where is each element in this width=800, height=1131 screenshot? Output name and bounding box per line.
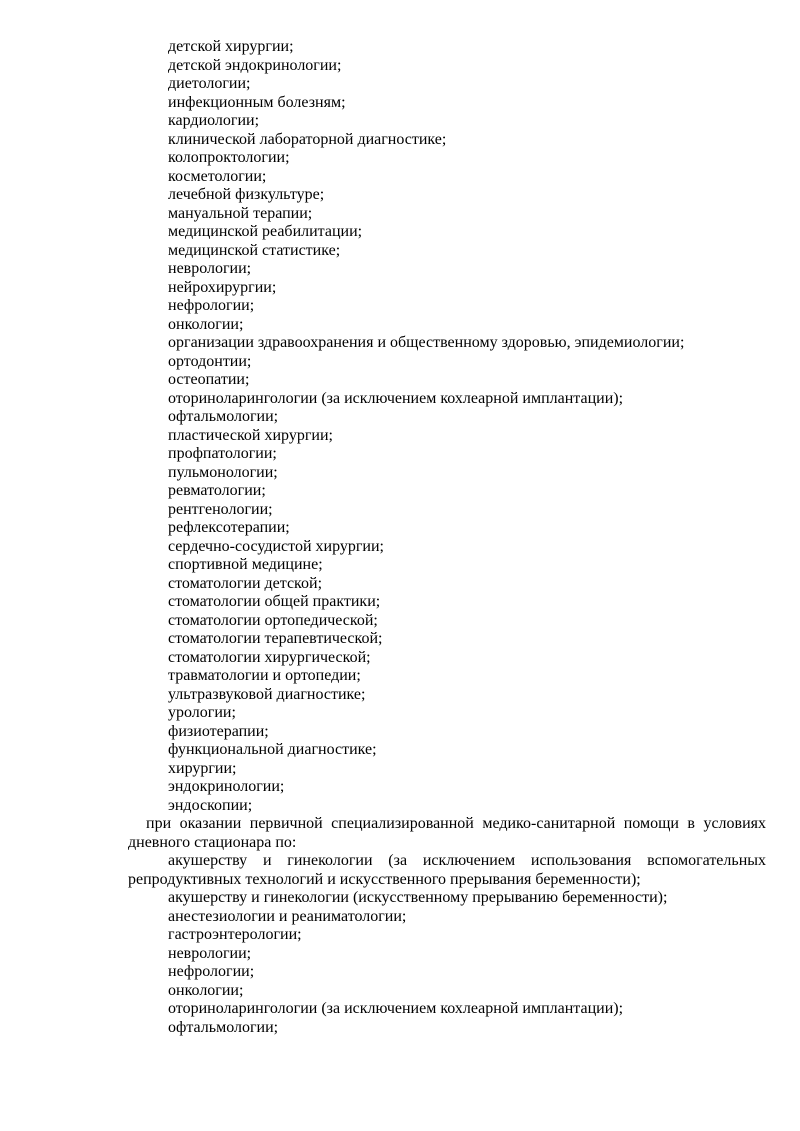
specialty-list-item: офтальмологии; — [168, 1018, 279, 1036]
specialty-list-item: клинической лабораторной диагностике; — [168, 130, 447, 148]
specialty-list-item: ревматологии; — [168, 482, 266, 499]
specialty-list-item: ультразвуковой диагностике; — [168, 685, 366, 703]
specialty-list-item: нейрохирургии; — [168, 278, 277, 296]
specialty-list-item: стоматологии общей практики; — [168, 593, 381, 610]
specialty-list-item: мануальной терапии; — [168, 204, 313, 222]
specialty-list-item: рефлексотерапии; — [168, 519, 290, 536]
specialty-list-item: неврологии; — [168, 944, 252, 962]
specialty-list-item: урологии; — [168, 704, 236, 721]
specialty-list-item: профпатологии; — [168, 445, 277, 462]
specialty-list-item: физиотерапии; — [168, 722, 269, 740]
specialty-list-item: пульмонологии; — [168, 463, 278, 481]
specialty-list-item: спортивной медицине; — [168, 556, 323, 573]
specialty-list-item: стоматологии терапевтической; — [168, 630, 383, 647]
specialty-list-item: остеопатии; — [168, 371, 250, 388]
specialty-list-item: хирургии; — [168, 759, 237, 777]
outpatient-specialties-list — [128, 38, 766, 815]
specialty-list-item: функциональной диагностике; — [168, 741, 377, 758]
specialty-list-item: колопроктологии; — [168, 149, 290, 166]
specialty-list-item: медицинской статистике; — [168, 241, 341, 259]
specialty-list-item: нефрологии; — [168, 297, 255, 314]
specialty-list-item: стоматологии детской; — [168, 574, 323, 592]
specialty-list-item: ортодонтии; — [168, 352, 252, 370]
specialty-list-item: пластической хирургии; — [168, 426, 333, 444]
specialty-list-item: онкологии; — [168, 315, 244, 333]
specialty-list-item: эндокринологии; — [168, 778, 285, 795]
specialty-list-item: онкологии; — [168, 981, 244, 999]
day-hospital-specialties-list — [128, 852, 766, 1037]
specialty-list-item: кардиологии; — [168, 112, 260, 129]
specialty-list-item: организации здравоохранения и общественному здоровью, эпидемиологии; — [168, 334, 685, 351]
specialty-list-item: рентгенологии; — [168, 500, 273, 518]
specialty-list-item: травматологии и ортопедии; — [168, 667, 361, 684]
specialty-list-item: лечебной физкультуре; — [168, 186, 325, 203]
specialty-list-item: неврологии; — [168, 260, 252, 277]
specialty-list-item: стоматологии ортопедической; — [168, 611, 378, 629]
specialty-list-item: офтальмологии; — [168, 408, 279, 425]
specialty-list-item: эндоскопии; — [168, 796, 253, 814]
specialty-list-item: гастроэнтерологии; — [168, 926, 302, 943]
specialty-list-item: детской хирургии; — [168, 38, 294, 55]
specialty-list-item: акушерству и гинекологии (за исключением использования вспомогательных репродуктивных технологий и искусственного прерывания беременности); — [128, 852, 766, 888]
specialty-list-item: нефрологии; — [168, 963, 255, 980]
day-hospital-intro-paragraph: при оказании первичной специализированной медико-санитарной помощи в условиях дневного стационара по: — [128, 815, 766, 851]
specialty-list-item: оториноларингологии (за исключением кохлеарной имплантации); — [168, 1000, 624, 1017]
specialty-list-item: диетологии; — [168, 75, 251, 92]
specialty-list-item: оториноларингологии (за исключением кохлеарной имплантации); — [168, 389, 624, 407]
specialty-list-item: инфекционным болезням; — [168, 93, 346, 111]
specialty-list-item: стоматологии хирургической; — [168, 648, 371, 666]
specialty-list-item: акушерству и гинекологии (искусственному прерыванию беременности); — [168, 889, 668, 906]
specialty-list-item: сердечно-сосудистой хирургии; — [168, 537, 384, 555]
specialty-list-item: косметологии; — [168, 167, 267, 185]
specialty-list-item: детской эндокринологии; — [168, 56, 342, 74]
specialty-list-item: медицинской реабилитации; — [168, 223, 363, 240]
specialty-list-item: анестезиологии и реаниматологии; — [168, 907, 407, 925]
